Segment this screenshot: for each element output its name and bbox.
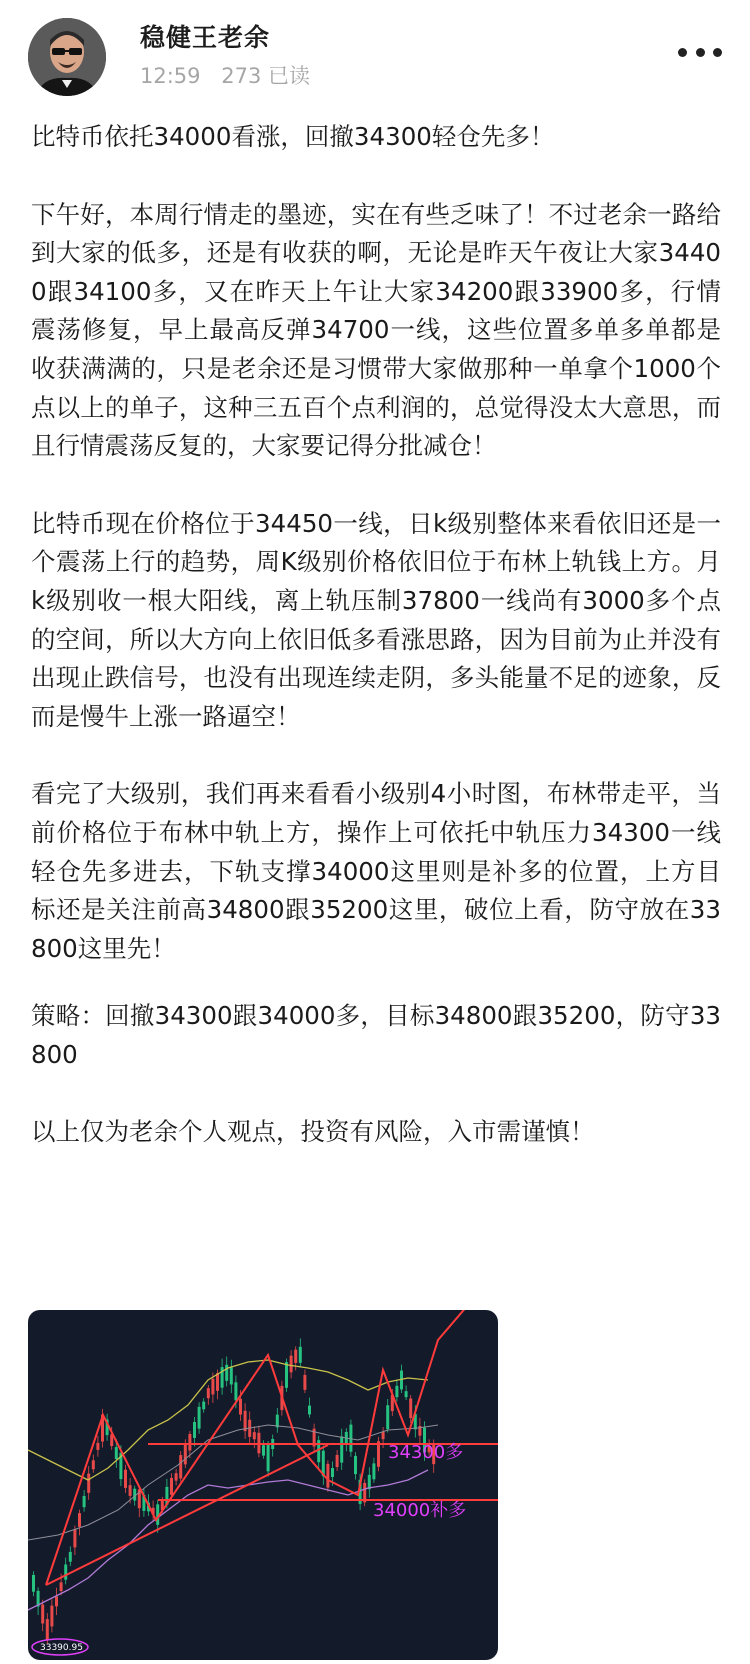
candle-body bbox=[299, 1347, 302, 1363]
candle-body bbox=[386, 1405, 389, 1429]
article-body bbox=[31, 118, 721, 1191]
candle-body bbox=[294, 1350, 297, 1363]
candle-body bbox=[69, 1552, 72, 1562]
low-price-label: 33390.95 bbox=[40, 1643, 83, 1653]
candle-body bbox=[115, 1447, 118, 1459]
avatar-photo-icon bbox=[28, 18, 106, 96]
candle-body bbox=[211, 1379, 214, 1395]
author-name[interactable]: 稳健王老余 bbox=[140, 23, 271, 52]
candle-body bbox=[244, 1411, 247, 1431]
label-34000: 34000补多 bbox=[373, 1500, 467, 1521]
more-dot bbox=[678, 48, 687, 57]
avatar[interactable] bbox=[28, 18, 106, 96]
candle-body bbox=[73, 1529, 76, 1547]
candle-body bbox=[170, 1478, 173, 1495]
candle-body bbox=[230, 1368, 233, 1385]
candle-body bbox=[129, 1485, 132, 1496]
article-title: 比特币依托34000看涨，回撤34300轻仓先多！ bbox=[31, 122, 555, 151]
candle-body bbox=[234, 1382, 237, 1400]
candle-body bbox=[92, 1460, 95, 1469]
candle-body bbox=[262, 1445, 265, 1455]
candle-body bbox=[55, 1596, 58, 1606]
candle-body bbox=[239, 1399, 242, 1415]
more-icon[interactable] bbox=[678, 42, 722, 62]
candle-body bbox=[83, 1496, 86, 1507]
post-time: 12:59 bbox=[140, 64, 201, 88]
candle-body bbox=[41, 1605, 44, 1624]
candle-body bbox=[372, 1463, 375, 1479]
candle-body bbox=[50, 1606, 53, 1627]
candle-body bbox=[188, 1434, 191, 1451]
candle-body bbox=[377, 1441, 380, 1467]
candle-body bbox=[308, 1406, 311, 1415]
post-meta bbox=[140, 60, 324, 90]
strategy-paragraph: 策略：回撤34300跟34000多，目标34800跟35200，防守33800 bbox=[31, 1001, 721, 1069]
candle-body bbox=[290, 1356, 293, 1373]
post-header bbox=[0, 0, 750, 110]
candle-body bbox=[340, 1436, 343, 1462]
candle-body bbox=[78, 1513, 81, 1527]
candle-body bbox=[267, 1444, 270, 1471]
candle-body bbox=[354, 1456, 357, 1474]
read-count: 273 已读 bbox=[221, 64, 310, 88]
candle-body bbox=[225, 1365, 228, 1381]
candle-body bbox=[193, 1422, 196, 1438]
candle-body bbox=[382, 1432, 385, 1439]
candle-body bbox=[32, 1575, 35, 1592]
candle-body bbox=[179, 1455, 182, 1478]
candlestick-chart bbox=[28, 1310, 498, 1660]
more-dot bbox=[713, 48, 722, 57]
candle-body bbox=[216, 1373, 219, 1391]
candle-body bbox=[198, 1407, 201, 1429]
candle-body bbox=[124, 1470, 127, 1488]
article-paragraph: 比特币现在价格位于34450一线，日k级别整体来看依旧还是一个震荡上行的趋势，周K级别价格依旧位于布林上轨钱上方。月k级别收一根大阳线，离上轨压制37800一线尚有3000多个点的空间，所以大方向上依旧低多看涨思路，因为目前为止并没有出现止跌信号，也没有出现连续走阴，多头能量不足的迹象，反而是慢牛上涨一路逼空！ bbox=[31, 508, 721, 731]
candle-body bbox=[303, 1375, 306, 1390]
candle-body bbox=[64, 1564, 67, 1579]
candle-body bbox=[175, 1473, 178, 1480]
more-dot bbox=[696, 48, 705, 57]
candle-body bbox=[253, 1432, 256, 1439]
article-paragraph: 下午好，本周行情走的墨迹，实在有些乏味了！不过老余一路给到大家的低多，还是有收获的啊，无论是昨天午夜让大家34400跟34100多，又在昨天上午让大家34200跟33900多，行情震荡修复，早上最高反弹34700一线，这些位置多单多单都是收获满满的，只是老余还是习惯带大家做那种一单拿个1000个点以上的单子，这种三五百个点利润的，总觉得没太大意思，而且行情震荡反复的，大家要记得分批减仓！ bbox=[31, 199, 721, 461]
chart-image[interactable] bbox=[28, 1310, 498, 1660]
candle-body bbox=[184, 1445, 187, 1465]
candle-body bbox=[409, 1398, 412, 1418]
candle-body bbox=[336, 1455, 339, 1467]
candle-body bbox=[87, 1474, 90, 1493]
disclaimer-paragraph: 以上仅为老余个人观点，投资有风险，入市需谨慎！ bbox=[31, 1117, 595, 1147]
label-34300: 34300多 bbox=[388, 1442, 464, 1463]
candle-body bbox=[285, 1362, 288, 1388]
candle-body bbox=[331, 1468, 334, 1477]
candle-body bbox=[46, 1619, 49, 1639]
candle-body bbox=[60, 1582, 63, 1591]
candle-body bbox=[202, 1402, 205, 1410]
candle-body bbox=[96, 1443, 99, 1450]
candle-body bbox=[405, 1391, 408, 1397]
candle-body bbox=[395, 1386, 398, 1397]
candle-body bbox=[326, 1464, 329, 1488]
candle-body bbox=[207, 1388, 210, 1398]
trend-support-line bbox=[46, 1445, 328, 1585]
article-paragraph: 看完了大级别，我们再来看看小级别4小时图，布林带走平，当前价格位于布林中轨上方，操作上可依托中轨压力34300一线轻仓先多进去，下轨支撑34000这里则是补多的位置，上方目标还是关注前高34800跟35200这里，破位上看，防守放在33800这里先！ bbox=[31, 779, 721, 963]
